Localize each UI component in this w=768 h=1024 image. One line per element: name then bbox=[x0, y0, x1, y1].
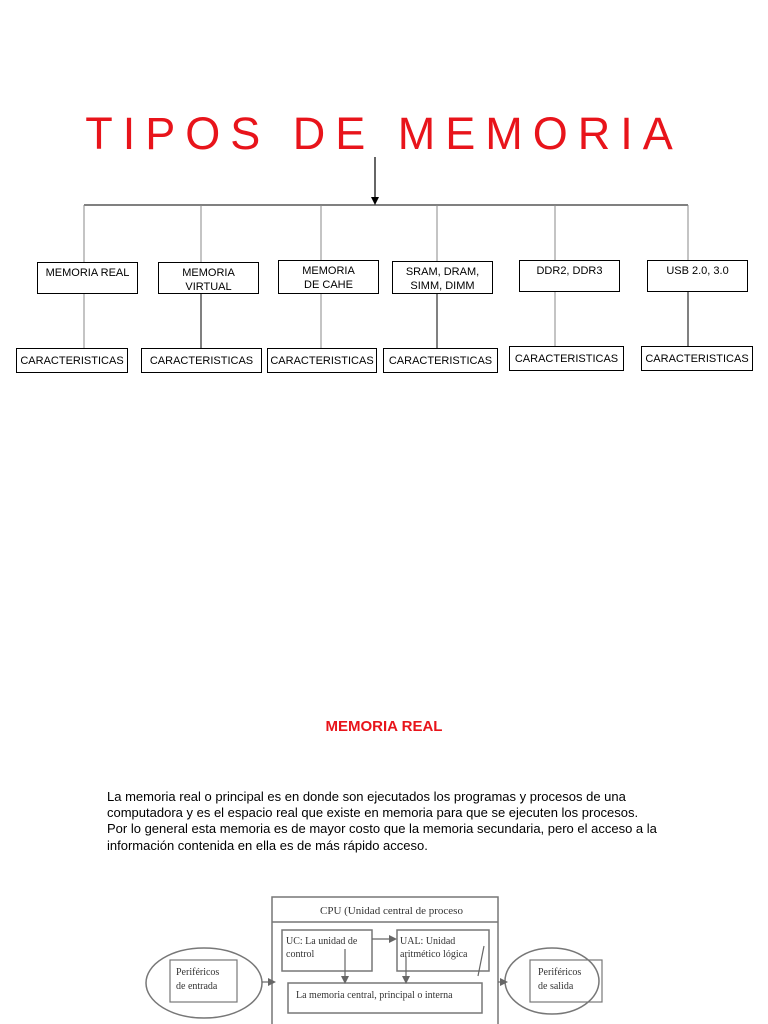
output-peripherals-label: Periféricos de salida bbox=[538, 967, 582, 992]
input-peripherals-label: Periféricos de entrada bbox=[176, 967, 220, 992]
memory-label: La memoria central, principal o interna bbox=[296, 990, 453, 1001]
ual-label: UAL: Unidad aritmético lógica bbox=[400, 936, 468, 960]
characteristics-box-5: CARACTERISTICAS bbox=[509, 346, 624, 371]
characteristics-box-4: CARACTERISTICAS bbox=[383, 348, 498, 373]
page-title: TIPOS DE MEMORIA bbox=[85, 108, 683, 159]
characteristics-box-6: CARACTERISTICAS bbox=[641, 346, 753, 371]
type-box-memoria-virtual: MEMORIA VIRTUAL bbox=[158, 262, 259, 294]
type-box-ddr: DDR2, DDR3 bbox=[519, 260, 620, 292]
characteristics-box-3: CARACTERISTICAS bbox=[267, 348, 377, 373]
type-box-sram-dram: SRAM, DRAM, SIMM, DIMM bbox=[392, 261, 493, 294]
characteristics-box-1: CARACTERISTICAS bbox=[16, 348, 128, 373]
characteristics-box-2: CARACTERISTICAS bbox=[141, 348, 262, 373]
uc-label: UC: La unidad de control bbox=[286, 936, 358, 960]
cpu-label: CPU (Unidad central de proceso bbox=[320, 905, 463, 917]
section-heading: MEMORIA REAL bbox=[325, 718, 443, 735]
type-box-memoria-real: MEMORIA REAL bbox=[37, 262, 138, 294]
paragraph-2: Por lo general esta memoria es de mayor costo que la memoria secundaria, pero el acceso a la información contenida en ella es de más rápido acceso. bbox=[107, 821, 657, 853]
paragraph-1: La memoria real o principal es en donde son ejecutados los programas y procesos de una computadora y es el espacio real que existe en memoria para que se ejecuten los procesos. bbox=[107, 789, 639, 821]
type-box-usb: USB 2.0, 3.0 bbox=[647, 260, 748, 292]
type-box-memoria-cache: MEMORIA DE CAHE bbox=[278, 260, 379, 294]
